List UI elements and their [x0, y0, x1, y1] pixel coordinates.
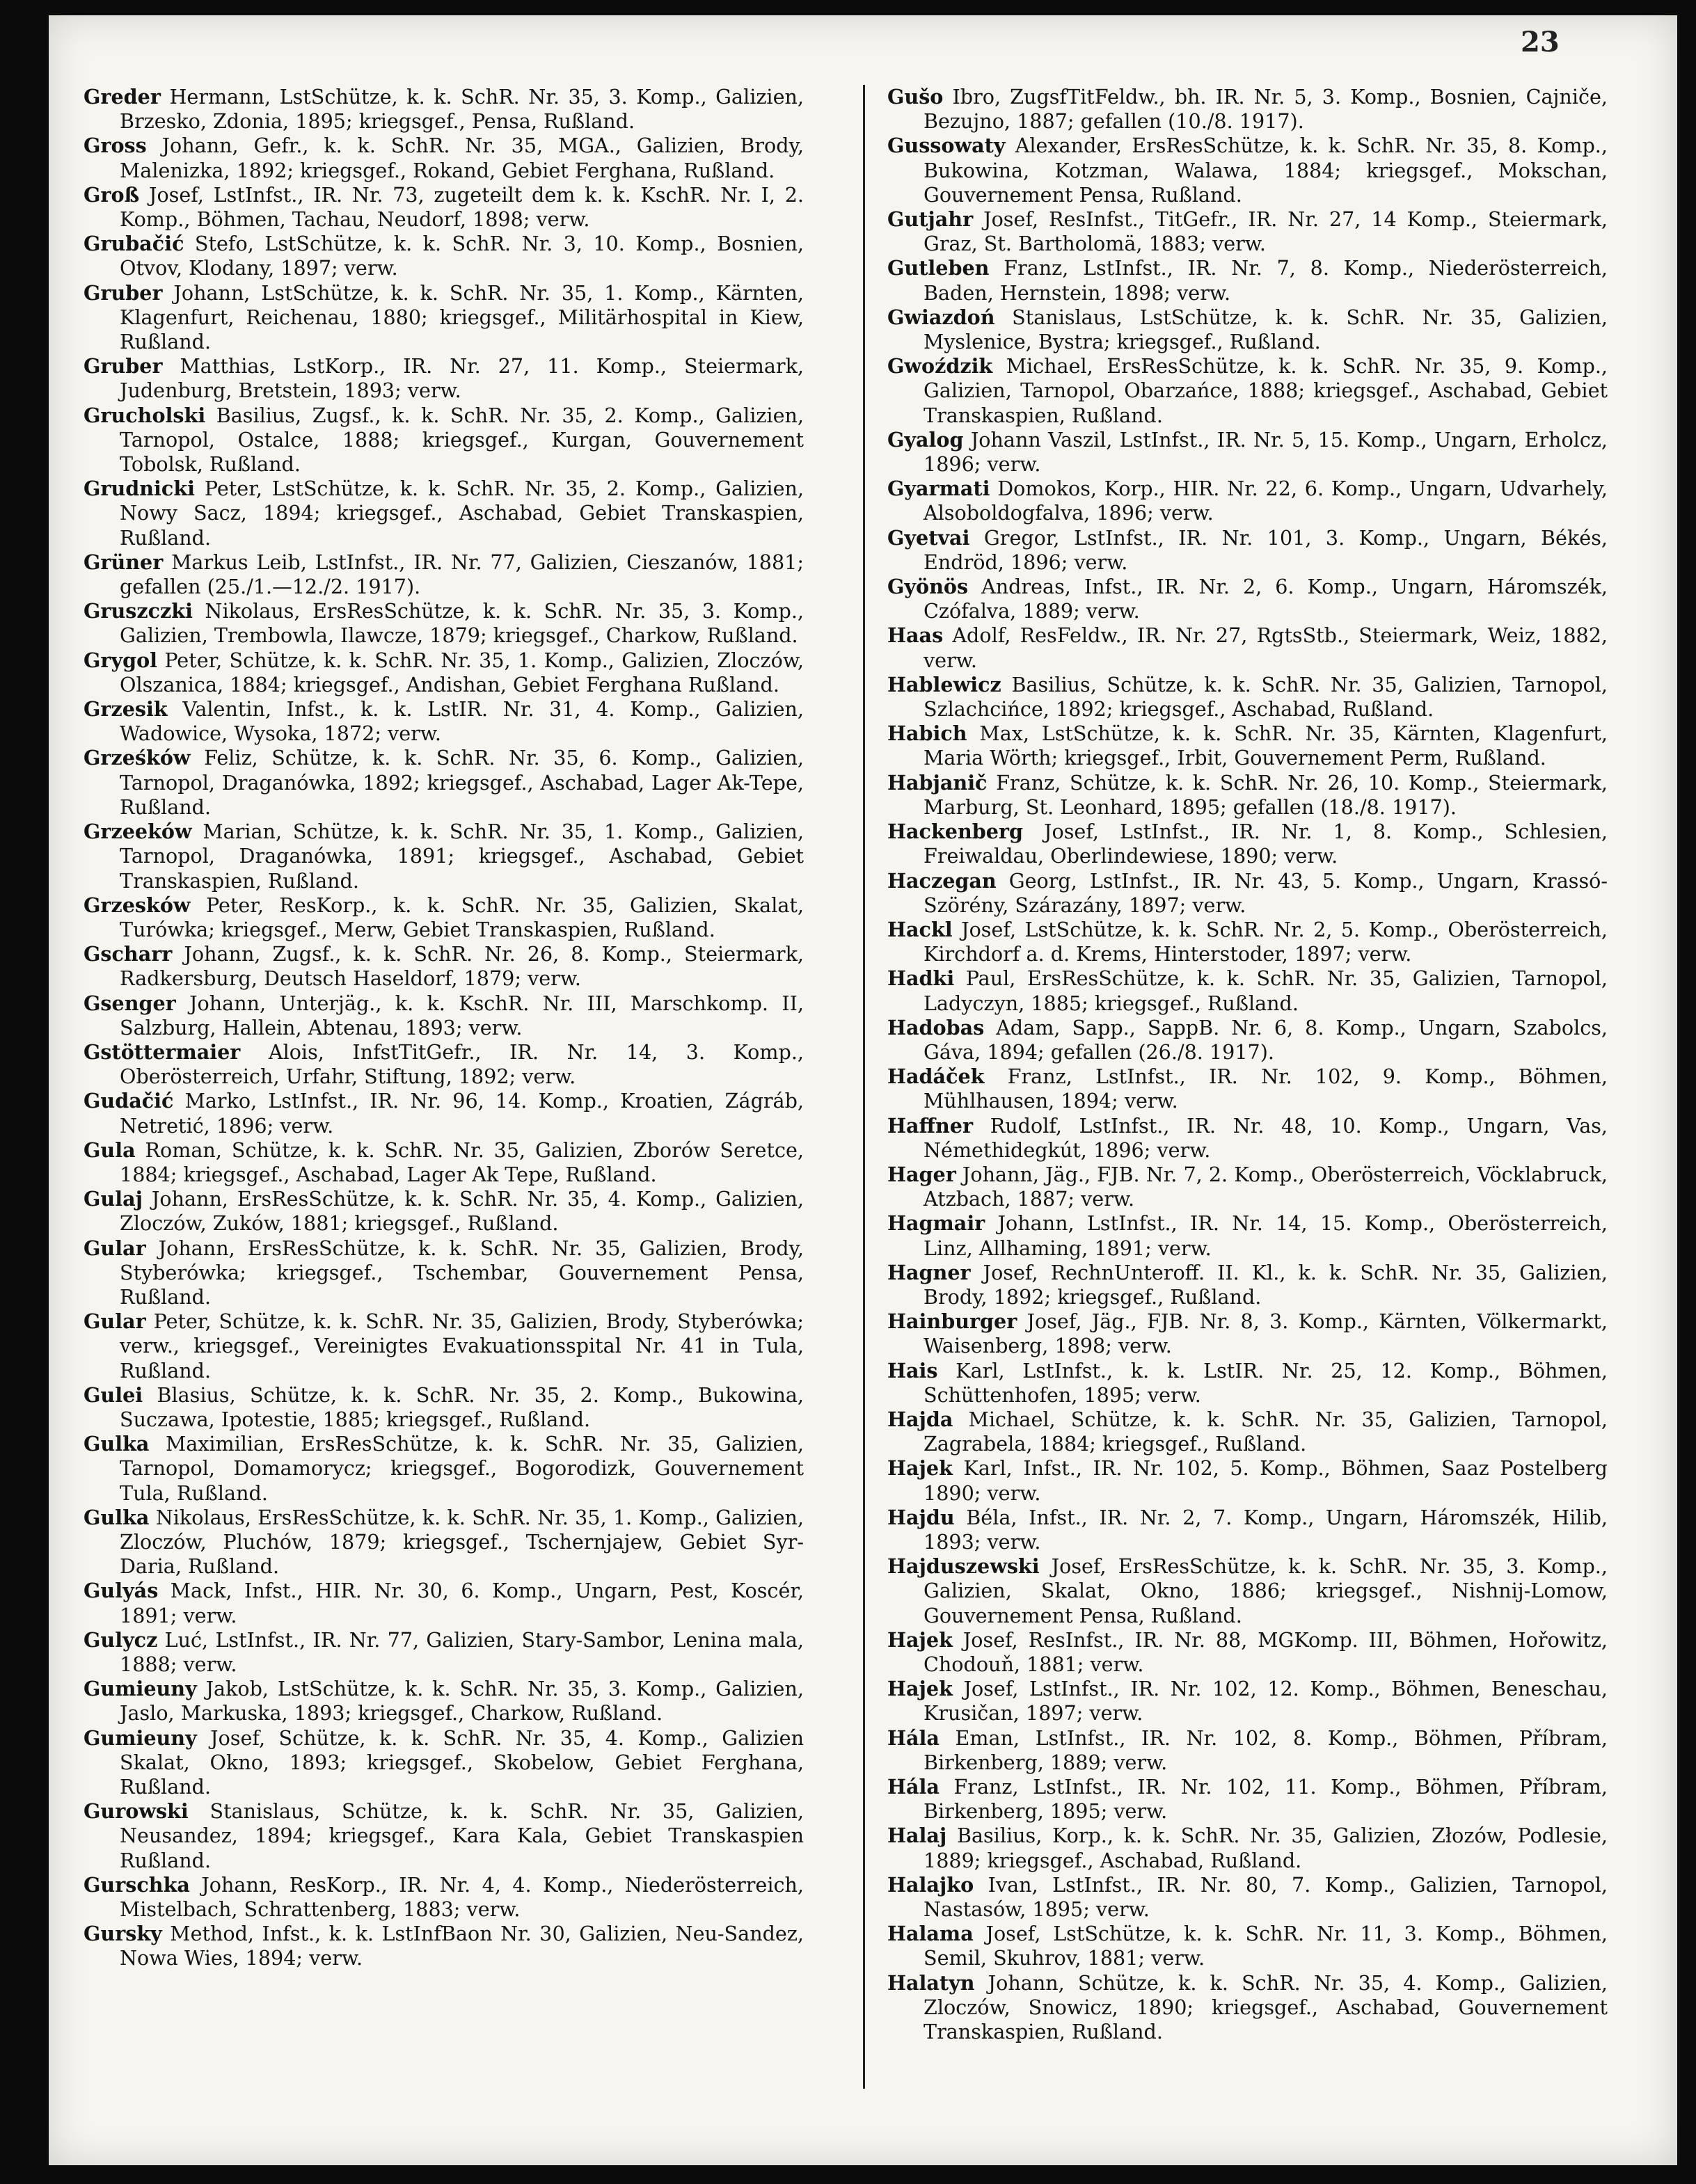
register-entry [84, 1922, 804, 1970]
entry-surname: Grześków [84, 746, 191, 770]
entry-details: Josef, RechnUnteroff. II. Kl., k. k. SchR. Nr. 35, Galizien, Brody, 1892; kriegsgef., Rußland. [924, 1260, 1608, 1309]
entry-details: Blasius, Schütze, k. k. SchR. Nr. 35, 2. Komp., Bukowina, Suczawa, Ipotestie, 1885; kriegsgef., Rußland. [120, 1382, 804, 1431]
entry-details: Adam, Sapp., SappB. Nr. 6, 8. Komp., Ungarn, Szabolcs, Gáva, 1894; gefallen (26./8. 1917). [924, 1015, 1608, 1064]
register-entry [887, 305, 1608, 354]
entry-details: Andreas, Infst., IR. Nr. 2, 6. Komp., Ungarn, Háromszék, Czófalva, 1889; verw. [924, 575, 1608, 623]
entry-details: Josef, LstInfst., IR. Nr. 1, 8. Komp., Schlesien, Freiwaldau, Oberlindewiese, 1890; verw. [924, 820, 1608, 868]
register-entry [84, 1089, 804, 1138]
entry-details: Nikolaus, ErsResSchütze, k. k. SchR. Nr. 35, 1. Komp., Galizien, Zloczów, Pluchów, 1879; kriegsgef., Tschernjajew, Gebiet Syr-Daria, Rußland. [120, 1505, 804, 1579]
entry-details: Stefo, LstSchütze, k. k. SchR. Nr. 3, 10. Komp., Bosnien, Otvov, Klodany, 1897; verw. [120, 232, 804, 280]
entry-surname: Grucholski [84, 403, 206, 427]
entry-details: Maximilian, ErsResSchütze, k. k. SchR. Nr. 35, Galizien, Tarnopol, Domamorycz; kriegsgef., Bogorodizk, Gouvernement Tula, Rußland. [120, 1432, 804, 1505]
entry-details: Basilius, Schütze, k. k. SchR. Nr. 35, Galizien, Tarnopol, Szlachcińce, 1892; kriegsgef., Aschabad, Rußland. [924, 672, 1608, 722]
entry-surname: Gular [84, 1309, 146, 1334]
entry-surname: Gwoździk [887, 354, 993, 378]
register-entry [887, 623, 1608, 672]
entry-surname: Gutleben [887, 256, 990, 280]
entry-surname: Grüner [84, 550, 164, 574]
entry-details: Peter, LstSchütze, k. k. SchR. Nr. 35, 2. Komp., Galizien, Nowy Sacz, 1894; kriegsgef., Aschabad, Gebiet Transkaspien, Rußland. [120, 477, 804, 550]
entry-surname: Gular [84, 1236, 146, 1260]
register-entry [84, 942, 804, 991]
entry-surname: Habich [887, 722, 967, 746]
entry-details: Jakob, LstSchütze, k. k. SchR. Nr. 35, 3. Komp., Galizien, Jaslo, Markuska, 1893; kriegsgef., Charkow, Rußland. [120, 1677, 804, 1725]
register-entry [887, 1824, 1608, 1872]
entry-surname: Gudačić [84, 1089, 174, 1113]
entry-surname: Gulka [84, 1505, 150, 1529]
register-entry [887, 1408, 1608, 1456]
register-entry [887, 722, 1608, 770]
register-entry [887, 1775, 1608, 1824]
entry-details: Johann, ErsResSchütze, k. k. SchR. Nr. 35, Galizien, Brody, Styberówka; kriegsgef., Tschembar, Gouvernement Pensa, Rußland. [120, 1236, 804, 1309]
register-entry [84, 1506, 804, 1579]
entry-surname: Haas [887, 623, 944, 648]
entry-details: Josef, ResInfst., IR. Nr. 88, MGKomp. III, Böhmen, Hořowitz, Chodouň, 1881; verw. [924, 1627, 1608, 1676]
entry-surname: Hajdu [887, 1505, 955, 1529]
entry-surname: Hadobas [887, 1015, 985, 1039]
entry-details: Johann, Schütze, k. k. SchR. Nr. 35, 4. Komp., Galizien, Zloczów, Snowicz, 1890; kriegsgef., Aschabad, Gouvernement Transkaspien, Rußland. [924, 1970, 1608, 2044]
register-entry [887, 1456, 1608, 1505]
register-entry [84, 354, 804, 403]
register-entry [887, 1971, 1608, 2045]
register-entry [84, 1187, 804, 1236]
register-entry [887, 1628, 1608, 1677]
entry-details: Marian, Schütze, k. k. SchR. Nr. 35, 1. Komp., Galizien, Tarnopol, Draganówka, 1891; kriegsgef., Aschabad, Gebiet Transkaspien, Rußland. [120, 820, 804, 893]
entry-details: Markus Leib, LstInfst., IR. Nr. 77, Galizien, Cieszanów, 1881; gefallen (25./1.—12./2. 1917). [120, 550, 804, 599]
entry-details: Method, Infst., k. k. LstInfBaon Nr. 30, Galizien, Neu-Sandez, Nowa Wies, 1894; verw. [120, 1922, 804, 1970]
entry-details: Gregor, LstInfst., IR. Nr. 101, 3. Komp., Ungarn, Békés, Endröd, 1896; verw. [924, 525, 1608, 574]
entry-surname: Gulyás [84, 1579, 159, 1603]
entry-details: Alexander, ErsResSchütze, k. k. SchR. Nr. 35, 8. Komp., Bukowina, Kotzman, Walawa, 1884; kriegsgef., Mokschan, Gouvernement Pensa, Rußland. [924, 134, 1608, 207]
entry-surname: Gruber [84, 280, 163, 305]
entry-details: Josef, Schütze, k. k. SchR. Nr. 35, 4. Komp., Galizien Skalat, Okno, 1893; kriegsgef., Skobelow, Gebiet Ferghana, Rußland. [120, 1725, 804, 1799]
entry-surname: Grzesik [84, 697, 168, 722]
entry-details: Josef, Jäg., FJB. Nr. 8, 3. Komp., Kärnten, Völkermarkt, Waisenberg, 1898; verw. [924, 1309, 1608, 1358]
entry-details: Michael, ErsResSchütze, k. k. SchR. Nr. 35, 9. Komp., Galizien, Tarnopol, Obarzańce, 1888; kriegsgef., Aschabad, Gebiet Transkaspien, Rußland. [924, 354, 1608, 427]
entry-surname: Gumieuny [84, 1725, 197, 1750]
entry-surname: Gumieuny [84, 1677, 197, 1701]
entry-surname: Gwiazdoń [887, 305, 995, 329]
entry-details: Marko, LstInfst., IR. Nr. 96, 14. Komp., Kroatien, Zágráb, Netretić, 1896; verw. [120, 1089, 804, 1138]
register-entry [84, 1579, 804, 1627]
entry-surname: Hackenberg [887, 820, 1023, 844]
register-entry [887, 85, 1608, 134]
entry-details: Johann, Jäg., FJB. Nr. 7, 2. Komp., Oberösterreich, Vöcklabruck, Atzbach, 1887; verw. [924, 1162, 1608, 1211]
register-entry [887, 1211, 1608, 1260]
entry-surname: Hagmair [887, 1211, 985, 1236]
entry-surname: Gruber [84, 354, 163, 378]
entry-surname: Grubačić [84, 232, 184, 256]
entry-surname: Grzeeków [84, 820, 192, 844]
register-entry [84, 183, 804, 232]
entry-details: Josef, ErsResSchütze, k. k. SchR. Nr. 35, 3. Komp., Galizien, Skalat, Okno, 1886; kriegsgef., Nishnij-Lomow, Gouvernement Pensa, Rußland. [924, 1554, 1608, 1627]
register-entry [84, 1138, 804, 1187]
entry-surname: Gruszczki [84, 599, 193, 623]
register-entry [84, 550, 804, 599]
register-entry [84, 134, 804, 182]
register-entry [84, 991, 804, 1040]
entry-surname: Groß [84, 182, 140, 207]
entry-surname: Gulaj [84, 1187, 143, 1211]
entry-surname: Hadki [887, 966, 955, 991]
entry-details: Josef, LstSchütze, k. k. SchR. Nr. 2, 5. Komp., Oberösterreich, Kirchdorf a. d. Krems, Hinterstoder, 1897; verw. [924, 917, 1608, 966]
entry-surname: Haczegan [887, 868, 997, 893]
register-entry [84, 477, 804, 550]
entry-details: Hermann, LstSchütze, k. k. SchR. Nr. 35, 3. Komp., Galizien, Brzesko, Zdonia, 1895; kriegsgef., Pensa, Rußland. [120, 85, 804, 134]
entry-details: Béla, Infst., IR. Nr. 2, 7. Komp., Ungarn, Háromszék, Hilib, 1893; verw. [924, 1505, 1608, 1554]
register-entry [887, 1554, 1608, 1628]
entry-surname: Gurowski [84, 1799, 189, 1824]
entry-surname: Hagner [887, 1260, 971, 1284]
entry-details: Eman, LstInfst., IR. Nr. 102, 8. Komp., Böhmen, Příbram, Birkenberg, 1889; verw. [924, 1725, 1608, 1774]
entry-details: Karl, Infst., IR. Nr. 102, 5. Komp., Böhmen, Saaz Postelberg 1890; verw. [924, 1456, 1608, 1505]
register-entry [84, 697, 804, 746]
register-entry [84, 1726, 804, 1800]
register-entry [887, 1114, 1608, 1163]
register-entry [887, 771, 1608, 820]
register-entry [887, 1677, 1608, 1725]
register-entry [887, 1359, 1608, 1408]
register-entry [887, 918, 1608, 966]
register-entry [84, 1432, 804, 1506]
entry-details: Stanislaus, LstSchütze, k. k. SchR. Nr. 35, Galizien, Myslenice, Bystra; kriegsgef., Rußland. [924, 305, 1608, 354]
entry-surname: Grzesków [84, 893, 191, 917]
entry-surname: Hajek [887, 1627, 953, 1652]
entry-details: Franz, LstInfst., IR. Nr. 7, 8. Komp., Niederösterreich, Baden, Hernstein, 1898; verw. [924, 256, 1608, 305]
entry-details: Johann, ErsResSchütze, k. k. SchR. Nr. 35, 4. Komp., Galizien, Zloczów, Zuków, 1881; kriegsgef., Rußland. [120, 1187, 804, 1236]
register-entry [887, 134, 1608, 207]
register-entry [887, 1726, 1608, 1775]
entry-details: Peter, Schütze, k. k. SchR. Nr. 35, 1. Komp., Galizien, Zloczów, Olszanica, 1884; kriegsgef., Andishan, Gebiet Ferghana Rußland. [120, 648, 804, 696]
entry-surname: Gursky [84, 1922, 162, 1946]
entry-surname: Gurschka [84, 1872, 190, 1897]
register-entry [84, 1799, 804, 1873]
register-entry [887, 207, 1608, 256]
entry-surname: Hager [887, 1162, 956, 1186]
register-entry [887, 1922, 1608, 1970]
entry-surname: Hála [887, 1725, 940, 1750]
entry-surname: Halajko [887, 1872, 974, 1897]
entry-details: Karl, LstInfst., k. k. LstIR. Nr. 25, 12. Komp., Böhmen, Schüttenhofen, 1895; verw. [924, 1358, 1608, 1407]
entry-details: Stanislaus, Schütze, k. k. SchR. Nr. 35, Galizien, Neusandez, 1894; kriegsgef., Kara Kala, Gebiet Transkaspien Rußland. [120, 1799, 804, 1872]
register-entry [887, 1873, 1608, 1922]
entry-details: Michael, Schütze, k. k. SchR. Nr. 35, Galizien, Tarnopol, Zagrabela, 1884; kriegsgef., Rußland. [924, 1407, 1608, 1456]
page-number: 23 [1521, 26, 1560, 58]
register-entry [887, 1065, 1608, 1113]
entry-surname: Hajda [887, 1407, 953, 1431]
entry-surname: Gyalog [887, 427, 964, 452]
entry-surname: Haffner [887, 1113, 974, 1138]
right-column [887, 85, 1608, 2044]
entry-surname: Hajek [887, 1456, 953, 1481]
entry-details: Johann, LstInfst., IR. Nr. 14, 15. Komp., Oberösterreich, Linz, Allhaming, 1891; verw. [924, 1211, 1608, 1260]
entry-surname: Gula [84, 1138, 136, 1162]
entry-details: Johann, Zugsf., k. k. SchR. Nr. 26, 8. Komp., Steiermark, Radkersburg, Deutsch Haseldorf, 1879; verw. [120, 942, 804, 991]
register-entry [84, 1236, 804, 1310]
register-entry [887, 1309, 1608, 1358]
entry-surname: Hajduszewski [887, 1554, 1040, 1579]
entry-details: Josef, ResInfst., TitGefr., IR. Nr. 27, 14 Komp., Steiermark, Graz, St. Bartholomä, 1883; verw. [924, 207, 1608, 256]
entry-surname: Gulycz [84, 1627, 158, 1652]
entry-details: Luć, LstInfst., IR. Nr. 77, Galizien, Stary-Sambor, Lenina mala, 1888; verw. [120, 1627, 804, 1676]
entry-surname: Hablewicz [887, 672, 1001, 696]
entry-surname: Gstöttermaier [84, 1039, 241, 1064]
register-entry [84, 1309, 804, 1383]
register-entry [887, 428, 1608, 477]
register-entry [84, 599, 804, 648]
entry-details: Peter, Schütze, k. k. SchR. Nr. 35, Galizien, Brody, Styberówka; verw., kriegsgef., Vereinigtes Evakuationsspital Nr. 41 in Tula, Rußland. [120, 1309, 804, 1382]
entry-surname: Gyönös [887, 575, 969, 599]
entry-surname: Gscharr [84, 942, 173, 966]
register-entry [887, 526, 1608, 575]
entry-surname: Habjanič [887, 770, 988, 795]
entry-surname: Gsenger [84, 991, 176, 1015]
register-entry [84, 648, 804, 697]
entry-surname: Gyetvai [887, 525, 970, 550]
register-entry [887, 820, 1608, 868]
register-entry [887, 1506, 1608, 1554]
entry-surname: Halaj [887, 1824, 947, 1848]
entry-surname: Grudnicki [84, 477, 196, 501]
entry-surname: Hadáček [887, 1065, 985, 1089]
entry-surname: Gross [84, 134, 147, 158]
register-entry [887, 869, 1608, 918]
entry-details: Mack, Infst., HIR. Nr. 30, 6. Komp., Ungarn, Pest, Koscér, 1891; verw. [120, 1579, 804, 1627]
entry-details: Franz, LstInfst., IR. Nr. 102, 9. Komp., Böhmen, Mühlhausen, 1894; verw. [924, 1065, 1608, 1113]
register-entry [887, 575, 1608, 623]
document-page [49, 15, 1677, 2165]
entry-details: Nikolaus, ErsResSchütze, k. k. SchR. Nr. 35, 3. Komp., Galizien, Trembowla, Ilawcze, 1879; kriegsgef., Charkow, Rußland. [120, 599, 804, 648]
entry-details: Johann, ResKorp., IR. Nr. 4, 4. Komp., Niederösterreich, Mistelbach, Schrattenberg, 1883; verw. [120, 1872, 804, 1922]
entry-surname: Hais [887, 1358, 938, 1382]
column-divider [863, 85, 865, 2089]
entry-surname: Gutjahr [887, 207, 974, 232]
register-entry [887, 1163, 1608, 1211]
entry-surname: Gušo [887, 85, 944, 109]
entry-details: Johann Vaszil, LstInfst., IR. Nr. 5, 15. Komp., Ungarn, Erholcz, 1896; verw. [924, 427, 1608, 477]
register-entry [84, 893, 804, 942]
entry-details: Franz, Schütze, k. k. SchR. Nr. 26, 10. Komp., Steiermark, Marburg, St. Leonhard, 1895; gefallen (18./8. 1917). [924, 770, 1608, 819]
entry-surname: Gussowaty [887, 134, 1006, 158]
register-entry [84, 404, 804, 477]
entry-details: Ivan, LstInfst., IR. Nr. 80, 7. Komp., Galizien, Tarnopol, Nastasów, 1895; verw. [924, 1872, 1608, 1922]
entry-surname: Hajek [887, 1677, 953, 1701]
register-entry [84, 1628, 804, 1677]
entry-details: Josef, LstSchütze, k. k. SchR. Nr. 11, 3. Komp., Böhmen, Semil, Skuhrov, 1881; verw. [924, 1922, 1608, 1970]
entry-surname: Gyarmati [887, 477, 990, 501]
entry-details: Paul, ErsResSchütze, k. k. SchR. Nr. 35, Galizien, Tarnopol, Ladyczyn, 1885; kriegsgef., Rußland. [924, 966, 1608, 1015]
entry-surname: Hackl [887, 917, 953, 941]
entry-details: Ibro, ZugsfTitFeldw., bh. IR. Nr. 5, 3. Komp., Bosnien, Cajniče, Bezujno, 1887; gefallen (10./8. 1917). [924, 85, 1608, 134]
register-entry [887, 354, 1608, 428]
entry-details: Adolf, ResFeldw., IR. Nr. 27, RgtsStb., Steiermark, Weiz, 1882, verw. [924, 623, 1608, 672]
register-entry [84, 1873, 804, 1922]
entry-details: Basilius, Zugsf., k. k. SchR. Nr. 35, 2. Komp., Galizien, Tarnopol, Ostalce, 1888; kriegsgef., Kurgan, Gouvernement Tobolsk, Rußland. [120, 403, 804, 477]
register-entry [84, 232, 804, 280]
entry-details: Peter, ResKorp., k. k. SchR. Nr. 35, Galizien, Skalat, Turówka; kriegsgef., Merw, Gebiet Transkaspien, Rußland. [120, 893, 804, 941]
entry-details: Basilius, Korp., k. k. SchR. Nr. 35, Galizien, Złozów, Podlesie, 1889; kriegsgef., Aschabad, Rußland. [924, 1824, 1608, 1872]
register-entry [84, 746, 804, 820]
entry-details: Franz, LstInfst., IR. Nr. 102, 11. Komp., Böhmen, Příbram, Birkenberg, 1895; verw. [924, 1775, 1608, 1824]
register-entry [887, 477, 1608, 525]
entry-details: Johann, LstSchütze, k. k. SchR. Nr. 35, 1. Komp., Kärnten, Klagenfurt, Reichenau, 1880; kriegsgef., Militärhospital in Kiew, Rußland. [120, 280, 804, 354]
entry-details: Josef, LstInfst., IR. Nr. 73, zugeteilt dem k. k. KschR. Nr. I, 2. Komp., Böhmen, Tachau, Neudorf, 1898; verw. [120, 182, 804, 232]
register-entry [887, 966, 1608, 1015]
entry-surname: Hála [887, 1775, 940, 1799]
entry-details: Rudolf, LstInfst., IR. Nr. 48, 10. Komp., Ungarn, Vas, Némethidegkút, 1896; verw. [924, 1113, 1608, 1162]
register-entry [887, 1016, 1608, 1065]
entry-details: Johann, Unterjäg., k. k. KschR. Nr. III, Marschkomp. II, Salzburg, Hallein, Abtenau, 1893; verw. [120, 991, 804, 1039]
register-entry [84, 820, 804, 893]
entry-surname: Grygol [84, 648, 158, 672]
entry-details: Georg, LstInfst., IR. Nr. 43, 5. Komp., Ungarn, Krassó-Szörény, Szárazány, 1897; verw. [924, 868, 1608, 917]
entry-surname: Greder [84, 85, 161, 109]
register-entry [84, 1040, 804, 1089]
entry-surname: Gulei [84, 1382, 143, 1407]
register-entry [887, 256, 1608, 305]
entry-details: Johann, Gefr., k. k. SchR. Nr. 35, MGA., Galizien, Brody, Malenizka, 1892; kriegsgef., Rokand, Gebiet Ferghana, Rußland. [120, 134, 804, 182]
entry-details: Alois, InfstTitGefr., IR. Nr. 14, 3. Komp., Oberösterreich, Urfahr, Stiftung, 1892; verw. [120, 1039, 804, 1089]
left-column [84, 85, 804, 1971]
register-entry [84, 85, 804, 134]
entry-details: Matthias, LstKorp., IR. Nr. 27, 11. Komp., Steiermark, Judenburg, Bretstein, 1893; verw. [120, 354, 804, 403]
entry-surname: Hainburger [887, 1309, 1017, 1334]
entry-details: Roman, Schütze, k. k. SchR. Nr. 35, Galizien, Zborów Seretce, 1884; kriegsgef., Aschabad, Lager Ak Tepe, Rußland. [120, 1138, 804, 1186]
entry-details: Feliz, Schütze, k. k. SchR. Nr. 35, 6. Komp., Galizien, Tarnopol, Draganówka, 1892; kriegsgef., Aschabad, Lager Ak-Tepe, Rußland. [120, 746, 804, 819]
register-entry [887, 1261, 1608, 1309]
entry-surname: Gulka [84, 1432, 150, 1456]
entry-details: Josef, LstInfst., IR. Nr. 102, 12. Komp., Böhmen, Beneschau, Krusičan, 1897; verw. [924, 1677, 1608, 1725]
entry-surname: Halatyn [887, 1970, 975, 1995]
register-entry [887, 673, 1608, 722]
register-entry [84, 281, 804, 355]
entry-details: Valentin, Infst., k. k. LstIR. Nr. 31, 4. Komp., Galizien, Wadowice, Wysoka, 1872; verw. [120, 697, 804, 746]
register-entry [84, 1383, 804, 1432]
entry-surname: Halama [887, 1922, 974, 1946]
entry-details: Max, LstSchütze, k. k. SchR. Nr. 35, Kärnten, Klagenfurt, Maria Wörth; kriegsgef., Irbit, Gouvernement Perm, Rußland. [924, 722, 1608, 770]
register-entry [84, 1677, 804, 1725]
entry-details: Domokos, Korp., HIR. Nr. 22, 6. Komp., Ungarn, Udvarhely, Alsoboldogfalva, 1896; verw. [924, 477, 1608, 525]
